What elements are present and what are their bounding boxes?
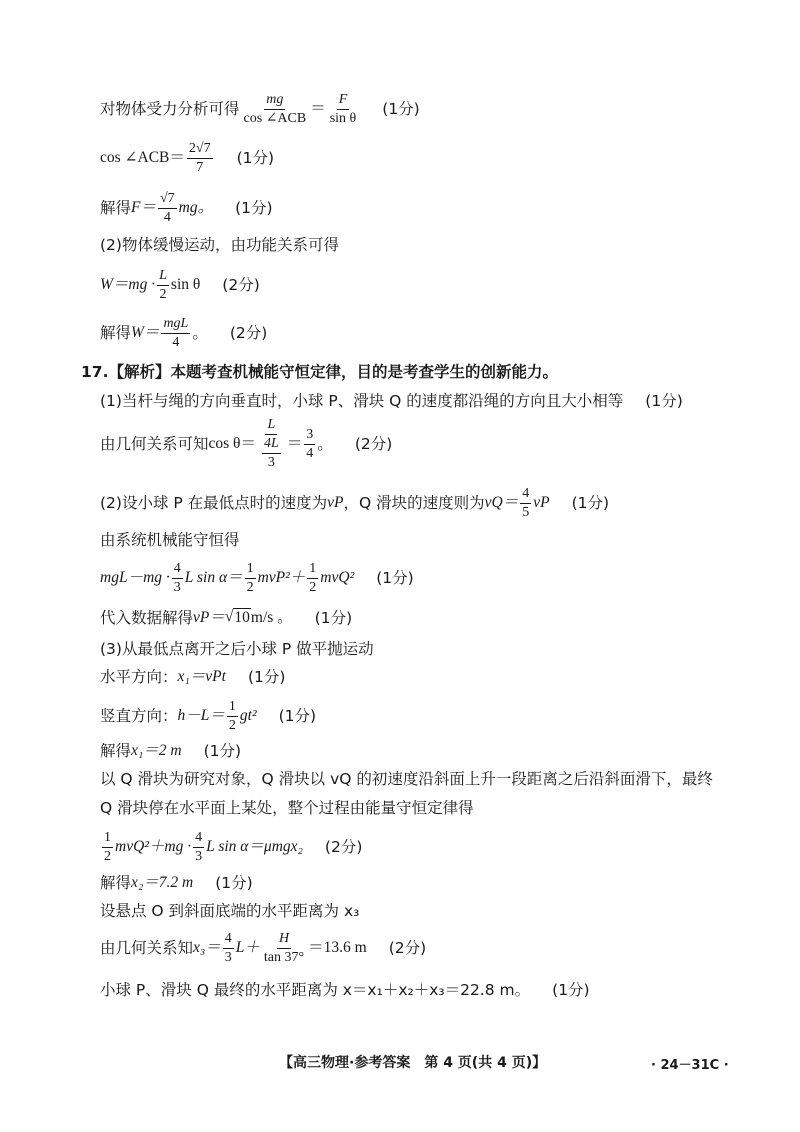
fraction: $\frac{mg}{\text{cos ∠ACB}}$	[243, 92, 307, 127]
equation-work: W＝mg · $\frac{L}{2}$ sin θ (2分)	[100, 268, 260, 303]
text-energy: 由系统机械能守恒得	[100, 531, 240, 549]
fraction: $\frac{1}{2}$	[228, 699, 236, 734]
equation-solve-F: 解得 F＝ $\frac{√7}{4}$ mg。 (1分)	[100, 191, 273, 226]
fraction: $\frac{4}{5}$	[522, 486, 530, 521]
equation-x3: 由几何关系知 x₃＝ $\frac{4}{3}$ L＋ $\frac{H}{\tan 37^\circ}$ ＝13.6 m (2分)	[100, 931, 427, 966]
fraction: $\frac{1}{2}$	[246, 561, 254, 596]
fraction: $\frac{1}{2}$	[104, 830, 111, 865]
page-code: · 24－31C ·	[651, 1058, 729, 1073]
equation-energy-conservation: mgL－mg · $\frac{4}{3}$ L sin α＝ $\frac{1}{2}$ mvP²＋ $\frac{1}{2}$ mvQ² (1分)	[100, 561, 414, 596]
equation-vq: (2)设小球 P 在最低点时的速度为 vP ，Q 滑块的速度则为 vQ＝ $\frac{4}{5}$ vP (1分)	[100, 486, 610, 521]
question-17-heading: 17.【解析】本题考查机械能守恒定律，目的是考查学生的创新能力。	[81, 363, 558, 381]
equation-x1-result: 解得 x₁＝2 m (1分)	[100, 742, 242, 760]
fraction: $\frac{4}{3}$	[195, 830, 203, 865]
points: (1分)	[235, 199, 273, 218]
points: (1分)	[247, 668, 286, 686]
equation-cos-acb: cos ∠ACB＝ $\frac{2√7}{7}$ (1分)	[100, 141, 275, 176]
points: (1分)	[382, 100, 420, 119]
fraction: $\frac{3}{4}$	[306, 426, 314, 461]
fraction: $\frac{4L}{3}$	[263, 436, 279, 471]
points: (2分)	[388, 939, 427, 958]
equation-force-analysis: 对物体受力分析可得 $\frac{mg}{\text{cos ∠ACB}}$ ＝ $\frac{F}{\text{sin θ}}$ (1分)	[100, 92, 420, 127]
fraction: $\frac{√7}{4}$	[159, 191, 175, 226]
text-part1: (1)当杆与绳的方向垂直时，小球 P、滑块 Q 的速度都沿绳的方向且大小相等 (1分)	[100, 392, 683, 410]
equation-vertical: 竖直方向： h－L＝ $\frac{1}{2}$ gt² (1分)	[100, 699, 317, 734]
points: (1分)	[236, 149, 275, 168]
equation-solve-W: 解得 W＝ $\frac{\text{mgL}}{4}$ 。 (2分)	[100, 316, 268, 351]
equation-cos-theta: 由几何关系可知 cos θ＝ $\frac{L}{\frac{4L}{3}}$ ＝ $\frac{3}{4}$ 。 (2分)	[100, 417, 393, 471]
fraction: $\frac{\text{mgL}}{4}$	[163, 316, 189, 351]
text: 对物体受力分析可得	[100, 100, 240, 119]
text-part3: (3)从最低点离开之后小球 P 做平抛运动	[100, 640, 374, 658]
text-q-analysis-2: Q 滑块停在水平面上某处，整个过程由能量守恒定律得	[100, 799, 474, 817]
points: (2分)	[354, 434, 393, 453]
equation-energy-Q: $\frac{1}{2}$ mvQ²＋mg · $\frac{4}{3}$ L sin α＝μmgx₂ (2分)	[104, 830, 363, 865]
fraction: $\frac{F}{\text{sin θ}}$	[329, 92, 357, 127]
fraction: $\frac{4}{3}$	[173, 561, 181, 596]
points: (1分)	[278, 707, 317, 726]
text-final-distance: 小球 P、滑块 Q 最终的水平距离为 x＝x₁＋x₂＋x₃＝22.8 m。 (1分)	[100, 981, 590, 999]
equation-horizontal: 水平方向： x₁＝vPt (1分)	[100, 668, 286, 686]
points: (2分)	[222, 276, 260, 295]
points: (1分)	[552, 981, 590, 999]
text-x3-def: 设悬点 O 到斜面底端的水平距离为 x₃	[100, 902, 360, 920]
points: (2分)	[229, 324, 268, 343]
page-footer: 【高三物理·参考答案 第 4 页(共 4 页)】	[279, 1055, 547, 1071]
fraction: $\frac{H}{\tan 37^\circ}$	[263, 931, 305, 966]
points: (1分)	[645, 392, 683, 410]
fraction: $\frac{2√7}{7}$	[188, 141, 211, 176]
fraction: $\frac{4}{3}$	[224, 931, 232, 966]
points: (1分)	[314, 608, 353, 627]
fraction: $\frac{L}{2}$	[159, 268, 167, 303]
points: (1分)	[376, 569, 414, 588]
points: (1分)	[571, 494, 610, 513]
points: (1分)	[203, 742, 242, 760]
points: (1分)	[215, 874, 253, 892]
text-part2: (2)物体缓慢运动，由功能关系可得	[100, 236, 339, 254]
fraction: $\frac{L}{\frac{4L}{3}}$	[263, 417, 279, 471]
points: (2分)	[324, 838, 363, 857]
fraction: $\frac{1}{2}$	[309, 561, 317, 596]
equation-x2-result: 解得 x₂＝7.2 m (1分)	[100, 874, 253, 892]
equation-vp-result: 代入数据解得 vP＝ √ 10 m/s 。 (1分)	[100, 608, 353, 627]
text-q-analysis-1: 以 Q 滑块为研究对象，Q 滑块以 vQ 的初速度沿斜面上升一段距离之后沿斜面滑下，最终	[100, 770, 713, 788]
